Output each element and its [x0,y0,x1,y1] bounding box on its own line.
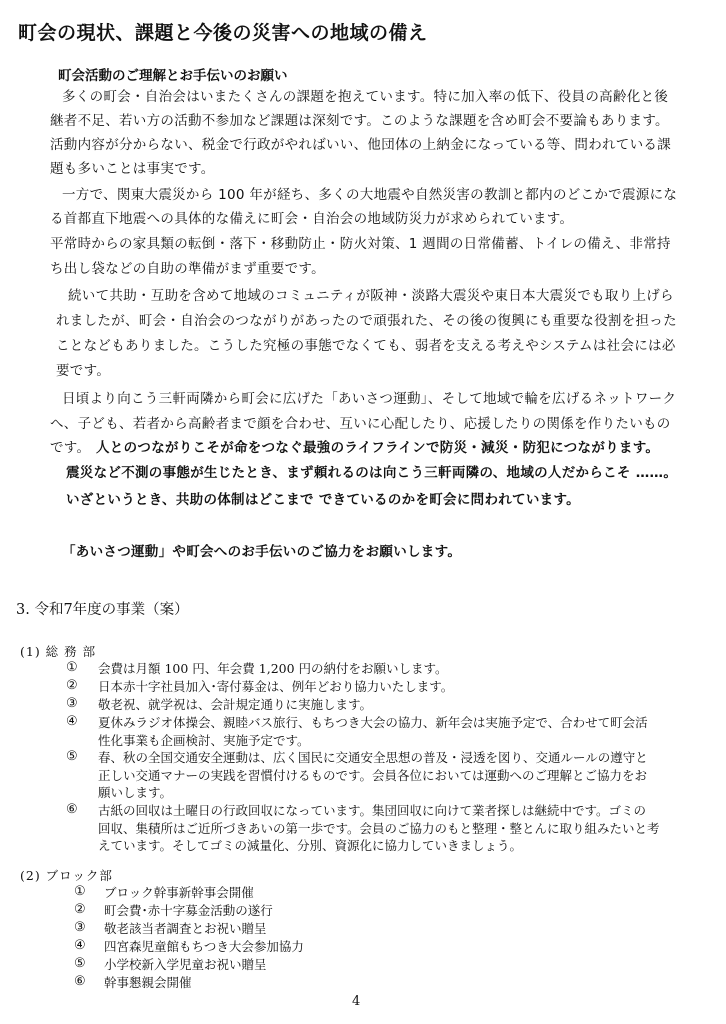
item-text: 敬老該当者調査とお祝い贈呈 [104,921,267,936]
item-text: 会費は月額 100 円、年会費 1,200 円の納付をお願いします。 [98,661,448,676]
paragraph-line: です。 [50,440,91,456]
item-text: 春、秋の全国交通安全運動は、広く国民に交通安全思想の普及・浸透を図り、交通ルールの遵守と 正しい交通マナーの実践を習慣付けるものです。会員各位においては運動へのご理解とご協力をお 願いします。 [98,750,648,800]
page-number: 4 [352,994,361,1009]
paragraph-line: 題も多いことは事実です。 [50,161,215,177]
item-text: 町会費･赤十字募金活動の遂行 [104,903,273,918]
paragraph-line: 要です。 [56,363,111,379]
paragraph-line: 活動内容が分からない、税金で行政がやればいい、他団体の上納金になっている等、問われている課 [50,137,671,153]
page-title: 町会の現状、課題と今後の災害への地域の備え [18,22,428,44]
paragraph-line: 続いて共助・互助を含めて地域のコミュニティが阪神・淡路大震災や東日本大震災でも取り上げら [68,288,674,304]
paragraph-line: 日頃より向こう三軒両隣から町会に広げた「あいさつ運動」、そして地域で輪を広げるネットワーク [62,391,677,407]
group-heading-block: (2) ブロック部 [20,868,113,883]
item-number: ① [74,884,86,899]
group-heading-general-affairs: (1) 総 務 部 [20,644,97,659]
emphasis-line: 震災など不測の事態が生じたとき、まず頼れるのは向こう三軒両隣の、地域の人だからこそ ……。 [66,465,678,481]
item-text: 小学校新入学児童お祝い贈呈 [104,957,267,972]
emphasis-line: 人とのつながりこそが命をつなぐ最強のライフラインで防災・減災・防犯につながります。 [96,440,660,456]
item-number: ④ [66,714,78,729]
item-text: 四宮森児童館もちつき大会参加協力 [104,939,304,954]
item-number: ⑥ [74,974,86,989]
request-line: 「あいさつ運動」や町会へのお手伝いのご協力をお願いします。 [62,544,462,560]
paragraph-line: ち出し袋などの自助の準備がまず重要です。 [50,261,325,277]
item-number: ⑤ [66,749,78,764]
item-number: ③ [74,920,86,935]
item-number: ③ [66,696,78,711]
paragraph-line: 一方で、関東大震災から 100 年が経ち、多くの大地震や自然災害の教訓と都内のどこかで震源にな [62,187,678,203]
item-number: ⑤ [74,956,86,971]
paragraph-line: ことなどもありました。こうした究極の事態でなくても、弱者を支える考えやシステムは社会には必 [56,338,676,354]
item-number: ① [66,660,78,675]
paragraph-line: る首都直下地震への具体的な備えに町会・自治会の地域防災力が求められています。 [50,211,574,227]
item-text: 古紙の回収は土曜日の行政回収になっています。集団回収に向けて業者探しは継続中です。ゴミの 回収、集積所はご近所づきあいの第一歩です。会員のご協力のもと整理・整とんに取り組みたいと考 えています。そしてゴミの減量化、分別、資源化に協力していきましょう。 [98,803,660,853]
paragraph-line: 平常時からの家具類の転倒・落下・移動防止・防火対策、1 週間の日常備蓄、トイレの備え、非常持 [50,236,671,252]
emphasis-line: いざというとき、共助の体制はどこまで できているのかを町会に問われています。 [66,492,580,508]
item-text: 夏休みラジオ体操会、親睦バス旅行、もちつき大会の協力、新年会は実施予定で、合わせて町会活 性化事業も企画検討、実施予定です。 [98,715,648,748]
paragraph-line: 継者不足、若い方の活動不参加など課題は深刻です。このような課題を含め町会不要論もあります。 [50,113,669,129]
item-number: ② [66,678,78,693]
item-text: ブロック幹事新幹事会開催 [104,885,254,900]
item-number: ② [74,902,86,917]
item-text: 敬老祝、就学祝は、会計規定通りに実施します。 [98,697,373,712]
paragraph-line: 多くの町会・自治会はいまたくさんの課題を抱えています。特に加入率の低下、役員の高齢化と後 [62,89,669,105]
item-number: ④ [74,938,86,953]
paragraph-line: へ、子ども、若者から高齢者まで顔を合わせ、互いに心配したり、応援したりの関係を作りたいもの [50,416,671,432]
item-text: 日本赤十字社員加入･寄付募金は、例年どおり協力いたします。 [98,679,454,694]
item-text: 幹事懇親会開催 [104,975,192,990]
paragraph-line: れましたが、町会・自治会のつながりがあったので頑張れた、その後の復興にも重要な役割を担った [56,313,677,329]
section-3-heading: 3. 令和7年度の事業（案） [16,602,189,618]
section-heading: 町会活動のご理解とお手伝いのお願い [58,68,288,84]
item-number: ⑥ [66,802,78,817]
